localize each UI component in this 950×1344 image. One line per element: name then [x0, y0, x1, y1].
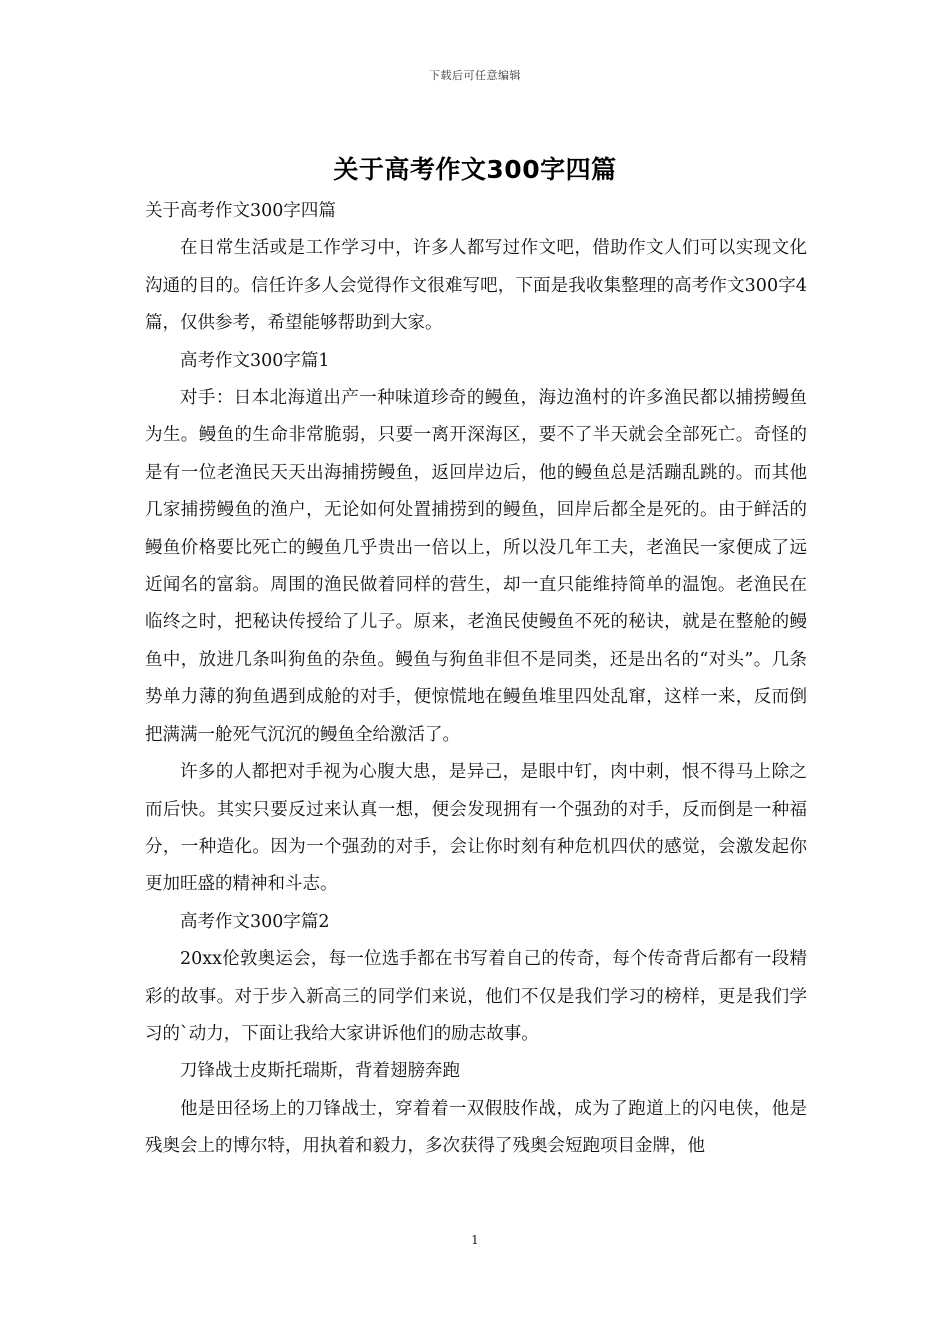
header-note: 下载后可任意编辑: [429, 69, 521, 82]
section-heading-2: 高考作文300字篇2: [180, 911, 330, 932]
essay2-subheading: 刀锋战士皮斯托瑞斯，背着翅膀奔跑: [180, 1061, 460, 1082]
document-title: 关于高考作文300字四篇: [333, 155, 617, 184]
essay1-paragraph-1: 对手：日本北海道出产一种味道珍奇的鳗鱼，海边渔村的许多渔民都以捕捞鳗鱼为生。鳗鱼的生命非常脆弱，只要一离开深海区，要不了半天就会全部死亡。奇怪的是有一位老渔民天天出海捕捞鳗鱼，返回岸边后，他的鳗鱼总是活蹦乱跳的。而其他几家捕捞鳗鱼的渔户，无论如何处置捕捞到的鳗鱼，回岸后都全是死的。由于鲜活的鳗鱼价格要比死亡的鳗鱼几乎贵出一倍以上，所以没几年工夫，老渔民一家便成了远近闻名的富翁。周围的渔民做着同样的营生，却一直只能维持简单的温饱。老渔民在临终之时，把秘诀传授给了儿子。原来，老渔民使鳗鱼不死的秘诀，就是在整舱的鳗鱼中，放进几条叫狗鱼的杂鱼。鳗鱼与狗鱼非但不是同类，还是出名的“对头”。几条势单力薄的狗鱼遇到成舱的对手，便惊慌地在鳗鱼堆里四处乱窜，这样一来，反而倒把满满一舱死气沉沉的鳗鱼全给激活了。: [145, 388, 807, 745]
essay2-paragraph-2: 他是田径场上的刀锋战士，穿着着一双假肢作战，成为了跑道上的闪电侠，他是残奥会上的博尔特，用执着和毅力，多次获得了残奥会短跑项目金牌，他: [145, 1098, 807, 1157]
section-heading-1: 高考作文300字篇1: [180, 350, 330, 371]
page-number: 1: [471, 1233, 479, 1247]
essay1-paragraph-2: 许多的人都把对手视为心腹大患，是异己，是眼中钉，肉中刺，恨不得马上除之而后快。其实只要反过来认真一想，便会发现拥有一个强劲的对手，反而倒是一种福分，一种造化。因为一个强劲的对手，会让你时刻有种危机四伏的感觉，会激发起你更加旺盛的精神和斗志。: [145, 762, 807, 895]
intro-paragraph: 在日常生活或是工作学习中，许多人都写过作文吧，借助作文人们可以实现文化沟通的目的。信任许多人会觉得作文很难写吧，下面是我收集整理的高考作文300字4篇，仅供参考，希望能够帮助到大家。: [145, 238, 807, 334]
essay2-paragraph-1: 20xx伦敦奥运会，每一位选手都在书写着自己的传奇，每个传奇背后都有一段精彩的故事。对于步入新高三的同学们来说，他们不仅是我们学习的榜样，更是我们学习的`动力，下面让我给大家讲诉他们的励志故事。: [145, 949, 807, 1044]
document-body: [145, 193, 807, 1166]
subtitle-paragraph: 关于高考作文300字四篇: [145, 201, 336, 221]
